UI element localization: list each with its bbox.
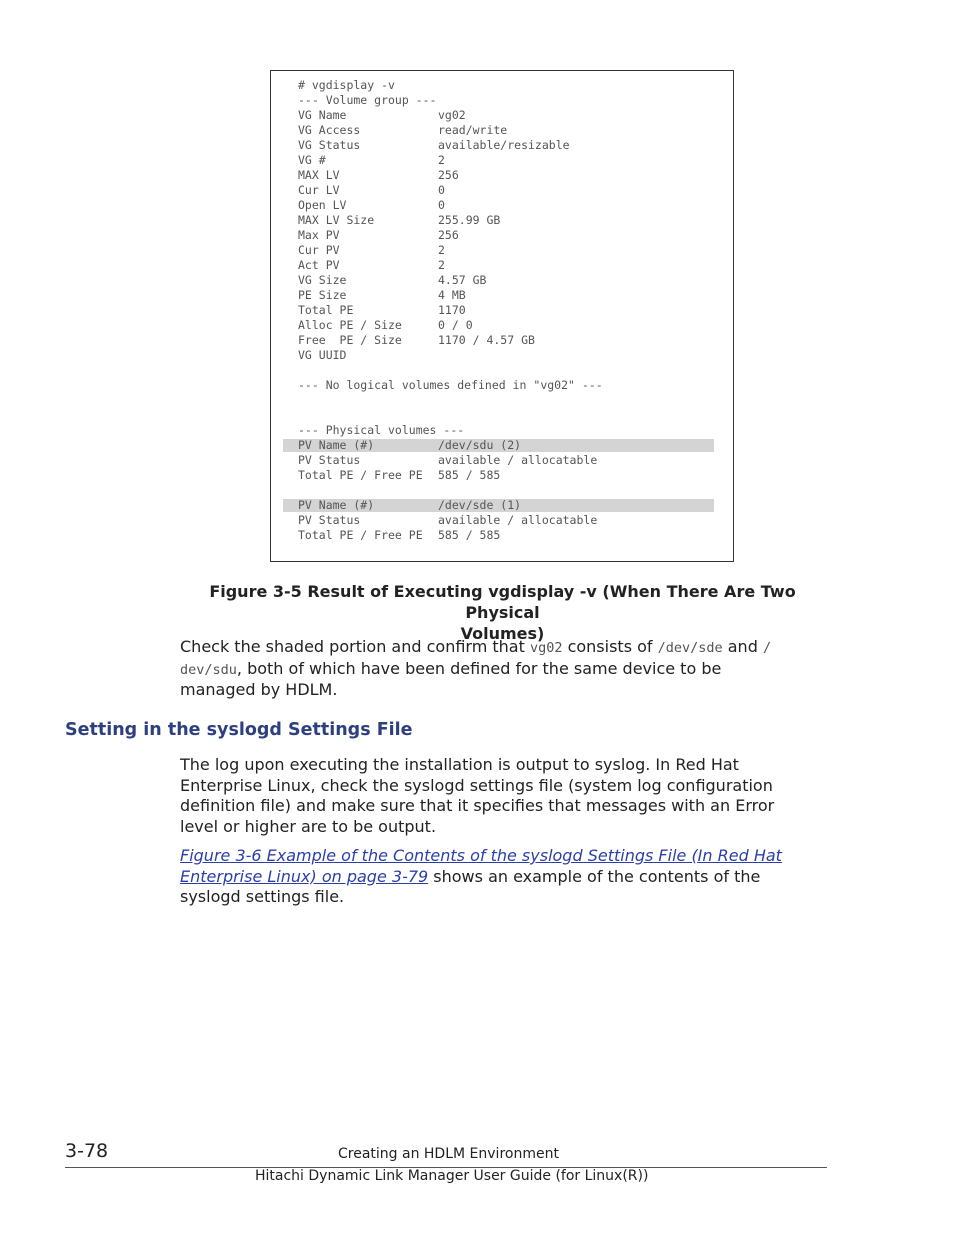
terminal-key: VG UUID [298,348,347,362]
terminal-key: Total PE [298,303,354,317]
terminal-key: Free PE / Size [298,333,402,347]
terminal-key: PE Size [298,288,347,302]
terminal-value: 585 / 585 [438,468,501,482]
code-vg02: vg02 [529,640,563,656]
terminal-line [298,318,473,333]
terminal-line [298,303,466,318]
paragraph-line: level or higher are to be output. [180,816,437,836]
terminal-output-figure [270,70,734,562]
terminal-key: VG Access [298,123,361,137]
terminal-key: Act PV [298,258,340,272]
terminal-value: 2 [438,153,445,167]
text: consists of [562,637,658,656]
terminal-value: 0 [438,198,445,212]
terminal-key: --- Physical volumes --- [298,423,465,437]
terminal-line [298,423,464,438]
terminal-key: Total PE / Free PE [298,468,423,482]
section-heading: Setting in the syslogd Settings File [65,720,413,740]
terminal-key: VG # [298,153,326,167]
terminal-value: 2 [438,243,445,257]
terminal-line [298,213,500,228]
terminal-value: 4.57 GB [438,273,487,287]
terminal-line [298,468,500,483]
terminal-key: PV Name (#) [298,498,375,512]
terminal-key: PV Status [298,513,361,527]
terminal-key: MAX LV [298,168,340,182]
terminal-line [298,288,466,303]
terminal-line [298,153,445,168]
terminal-line [298,108,466,123]
terminal-value: 1170 / 4.57 GB [438,333,535,347]
paragraph-line: syslogd settings file. [180,887,345,906]
terminal-line [298,333,535,348]
terminal-line [298,243,445,258]
terminal-key: --- Volume group --- [298,93,437,107]
paragraph-line [180,659,820,681]
terminal-value: 2 [438,258,445,272]
terminal-key: PV Status [298,453,361,467]
paragraph-shaded-check [180,637,820,701]
paragraph-line: The log upon executing the installation is output to syslog. In Red Hat [180,755,739,774]
text: Check the shaded portion and confirm that [180,637,530,656]
terminal-value: 1170 [438,303,466,317]
terminal-key: Alloc PE / Size [298,318,402,332]
text: shows an example of the contents of the [428,866,761,886]
terminal-line [298,123,507,138]
terminal-key: # vgdisplay -v [298,78,395,92]
terminal-line [298,93,436,108]
terminal-value: /dev/sdu (2) [438,438,522,452]
terminal-key: Max PV [298,228,340,242]
terminal-key: Cur LV [298,183,340,197]
code-dev-sde: /dev/sde [657,640,723,656]
terminal-value: read/write [438,123,508,137]
figure-caption [180,581,825,644]
terminal-line [298,348,346,363]
terminal-line [298,258,445,273]
paragraph-line [180,637,820,659]
paragraph-line: managed by HDLM. [180,680,338,699]
text: , both of which have been defined for the same device to be [236,658,722,678]
code-slash: / [762,640,772,656]
page-number: 3-78 [65,1140,109,1162]
terminal-line [298,198,445,213]
figure-caption-line: Volumes) [460,624,545,643]
terminal-key: VG Name [298,108,347,122]
footer-book-title: Hitachi Dynamic Link Manager User Guide (for Linux(R)) [255,1168,649,1184]
paragraph-line: Enterprise Linux, check the syslogd settings file (system log configuration [180,775,773,795]
terminal-value: 256 [438,168,459,182]
footer-chapter-title: Creating an HDLM Environment [338,1146,559,1162]
terminal-line [298,513,597,528]
terminal-value: available / allocatable [438,453,598,467]
paragraph-syslog-intro [180,755,820,837]
terminal-value: 0 / 0 [438,318,473,332]
terminal-line [298,438,521,453]
terminal-line [298,378,603,393]
terminal-line [298,498,521,513]
paragraph-line: definition file) and make sure that it specifies that messages with an Error [180,796,775,815]
paragraph-line [180,867,820,888]
text: and [722,637,763,656]
terminal-value: vg02 [438,108,466,122]
terminal-key: Open LV [298,198,347,212]
paragraph-figure-reference [180,846,820,908]
terminal-key: Total PE / Free PE [298,528,423,542]
terminal-line [298,138,570,153]
terminal-value: 256 [438,228,459,242]
terminal-key: Cur PV [298,243,340,257]
terminal-value: 4 MB [438,288,466,302]
terminal-value: available / allocatable [438,513,598,527]
figure-caption-line: Figure 3-5 Result of Executing vgdisplay -v (When There Are Two Physical [209,582,796,622]
terminal-line [298,78,395,93]
terminal-value: 585 / 585 [438,528,501,542]
terminal-line [298,183,445,198]
terminal-value: available/resizable [438,138,570,152]
code-dev-sdu: dev/sdu [180,661,237,678]
terminal-line [298,273,486,288]
terminal-value: 0 [438,183,445,197]
terminal-key: PV Name (#) [298,438,375,452]
terminal-value: 255.99 GB [438,213,501,227]
figure-3-6-link[interactable]: Figure 3-6 Example of the Contents of the syslogd Settings File (In Red Hat [180,846,782,865]
terminal-value: /dev/sde (1) [438,498,522,512]
terminal-key: VG Size [298,273,347,287]
terminal-line [298,528,500,543]
terminal-key: VG Status [298,138,361,152]
terminal-line [298,168,459,183]
terminal-key: --- No logical volumes defined in "vg02" --- [298,378,603,392]
figure-3-6-link[interactable]: Enterprise Linux) on page 3-79 [180,866,429,886]
terminal-key: MAX LV Size [298,213,375,227]
terminal-line [298,453,597,468]
paragraph-line [180,846,820,867]
terminal-line [298,228,459,243]
